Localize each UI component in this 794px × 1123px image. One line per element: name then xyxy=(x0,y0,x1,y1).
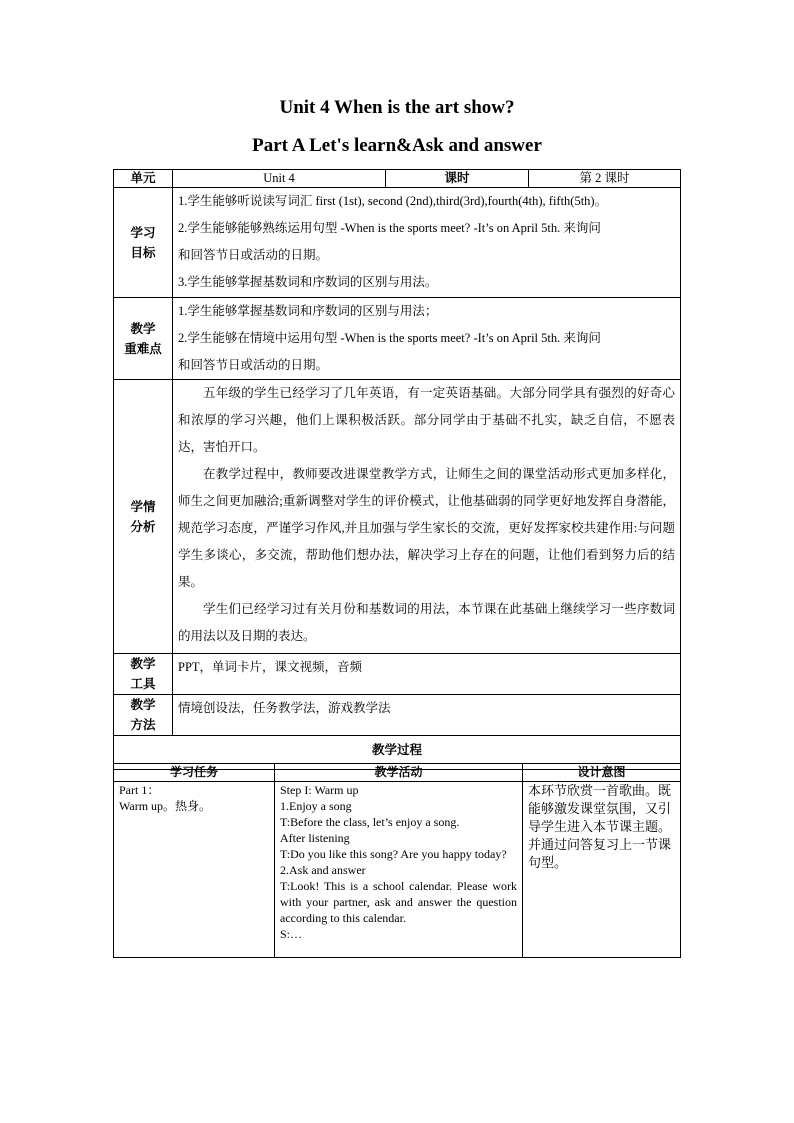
page-title: Unit 4 When is the art show? xyxy=(279,97,515,118)
methods-row xyxy=(114,695,681,736)
analysis-label: 学情 分析 xyxy=(114,380,173,654)
period-label: 课时 xyxy=(386,170,529,188)
methods-content: 情境创设法，任务教学法，游戏教学法 xyxy=(173,695,681,736)
task-line: Warm up。热身。 xyxy=(119,799,212,813)
objective-line: 3.学生能够掌握基数词和序数词的区别与用法。 xyxy=(178,275,438,289)
process-row xyxy=(114,782,681,958)
activity-line: T:Before the class, let’s enjoy a song. xyxy=(280,815,460,829)
analysis-paragraph: 在教学过程中，教师要改进课堂教学方式，让师生之间的课堂活动形式更加多样化，师生之间更加融洽;重新调整对学生的评价模式，让他基础弱的同学更好地发挥自身潜能，规范学习态度，严谨学习作风,并且加强与学生家长的交流，更好发挥家校共建作用:与问题学生多谈心，多交流，帮助他们想办法，解决学习上存在的问题，让他们看到努力后的结果。 xyxy=(178,467,675,589)
analysis-row xyxy=(114,380,681,654)
key-point-line: 1.学生能够掌握基数词和序数词的区别与用法； xyxy=(178,304,438,318)
key-points-row xyxy=(114,298,681,380)
tools-content: PPT，单词卡片，课文视频，音频 xyxy=(173,654,681,695)
key-point-line: 和回答节日或活动的日期。 xyxy=(178,358,329,372)
objective-line: 2.学生能够能够熟练运用句型 -When is the sports meet? -It’s on April 5th. 来询问 xyxy=(178,221,601,235)
tools-label: 教学 工具 xyxy=(114,654,173,695)
page-subtitle: Part A Let's learn&Ask and answer xyxy=(252,135,542,156)
process-header-row xyxy=(114,764,681,782)
task-line: Part 1： xyxy=(119,783,160,797)
process-title: 教学过程 xyxy=(114,736,681,770)
methods-label: 教学 方法 xyxy=(114,695,173,736)
activity-line: 2.Ask and answer xyxy=(280,863,366,877)
objectives-row xyxy=(114,188,681,298)
period-value: 第 2 课时 xyxy=(529,170,681,188)
intent-header: 设计意图 xyxy=(523,764,681,782)
tools-row xyxy=(114,654,681,695)
unit-label: 单元 xyxy=(114,170,173,188)
objective-line: 1.学生能够听说读写词汇 first (1st), second (2nd),third(3rd),fourth(4th), fifth(5th)。 xyxy=(178,194,608,208)
intent-text: 本环节欣赏一首歌曲。既能够激发课堂氛围，又引导学生进入本节课主题。并通过问答复习上一节课句型。 xyxy=(528,783,672,870)
activity-line: S:… xyxy=(280,927,303,941)
task-header: 学习任务 xyxy=(114,764,275,782)
activity-line: T:Do you like this song? Are you happy today? xyxy=(280,847,507,861)
activity-line: 1.Enjoy a song xyxy=(280,799,352,813)
objectives-label: 学习 目标 xyxy=(114,188,173,298)
activity-line: After listening xyxy=(280,831,350,845)
task-cell xyxy=(114,782,275,958)
analysis-paragraph: 学生们已经学习过有关月份和基数词的用法，本节课在此基础上继续学习一些序数词的用法以及日期的表达。 xyxy=(178,602,675,643)
analysis-paragraph: 五年级的学生已经学习了几年英语，有一定英语基础。大部分同学具有强烈的好奇心和浓厚的学习兴趣，他们上课积极活跃。部分同学由于基础不扎实，缺乏自信，不愿表达，害怕开口。 xyxy=(178,386,675,454)
key-point-line: 2.学生能够在情境中运用句型 -When is the sports meet? -It’s on April 5th. 来询问 xyxy=(178,331,601,345)
activity-line: T:Look! This is a school calendar. Please work with your partner, ask and answer the question according to this calendar. xyxy=(280,879,517,925)
activity-line: Step I: Warm up xyxy=(280,783,359,797)
objectives-content xyxy=(173,188,681,298)
unit-value: Unit 4 xyxy=(173,170,386,188)
activity-header: 教学活动 xyxy=(275,764,523,782)
analysis-content xyxy=(173,380,681,654)
intent-cell xyxy=(523,782,681,958)
activity-cell xyxy=(275,782,523,958)
lesson-plan-table xyxy=(113,169,681,770)
header-row xyxy=(114,170,681,188)
objective-line: 和回答节日或活动的日期。 xyxy=(178,248,329,262)
process-table xyxy=(113,763,681,958)
key-points-label: 教学 重难点 xyxy=(114,298,173,380)
key-points-content xyxy=(173,298,681,380)
